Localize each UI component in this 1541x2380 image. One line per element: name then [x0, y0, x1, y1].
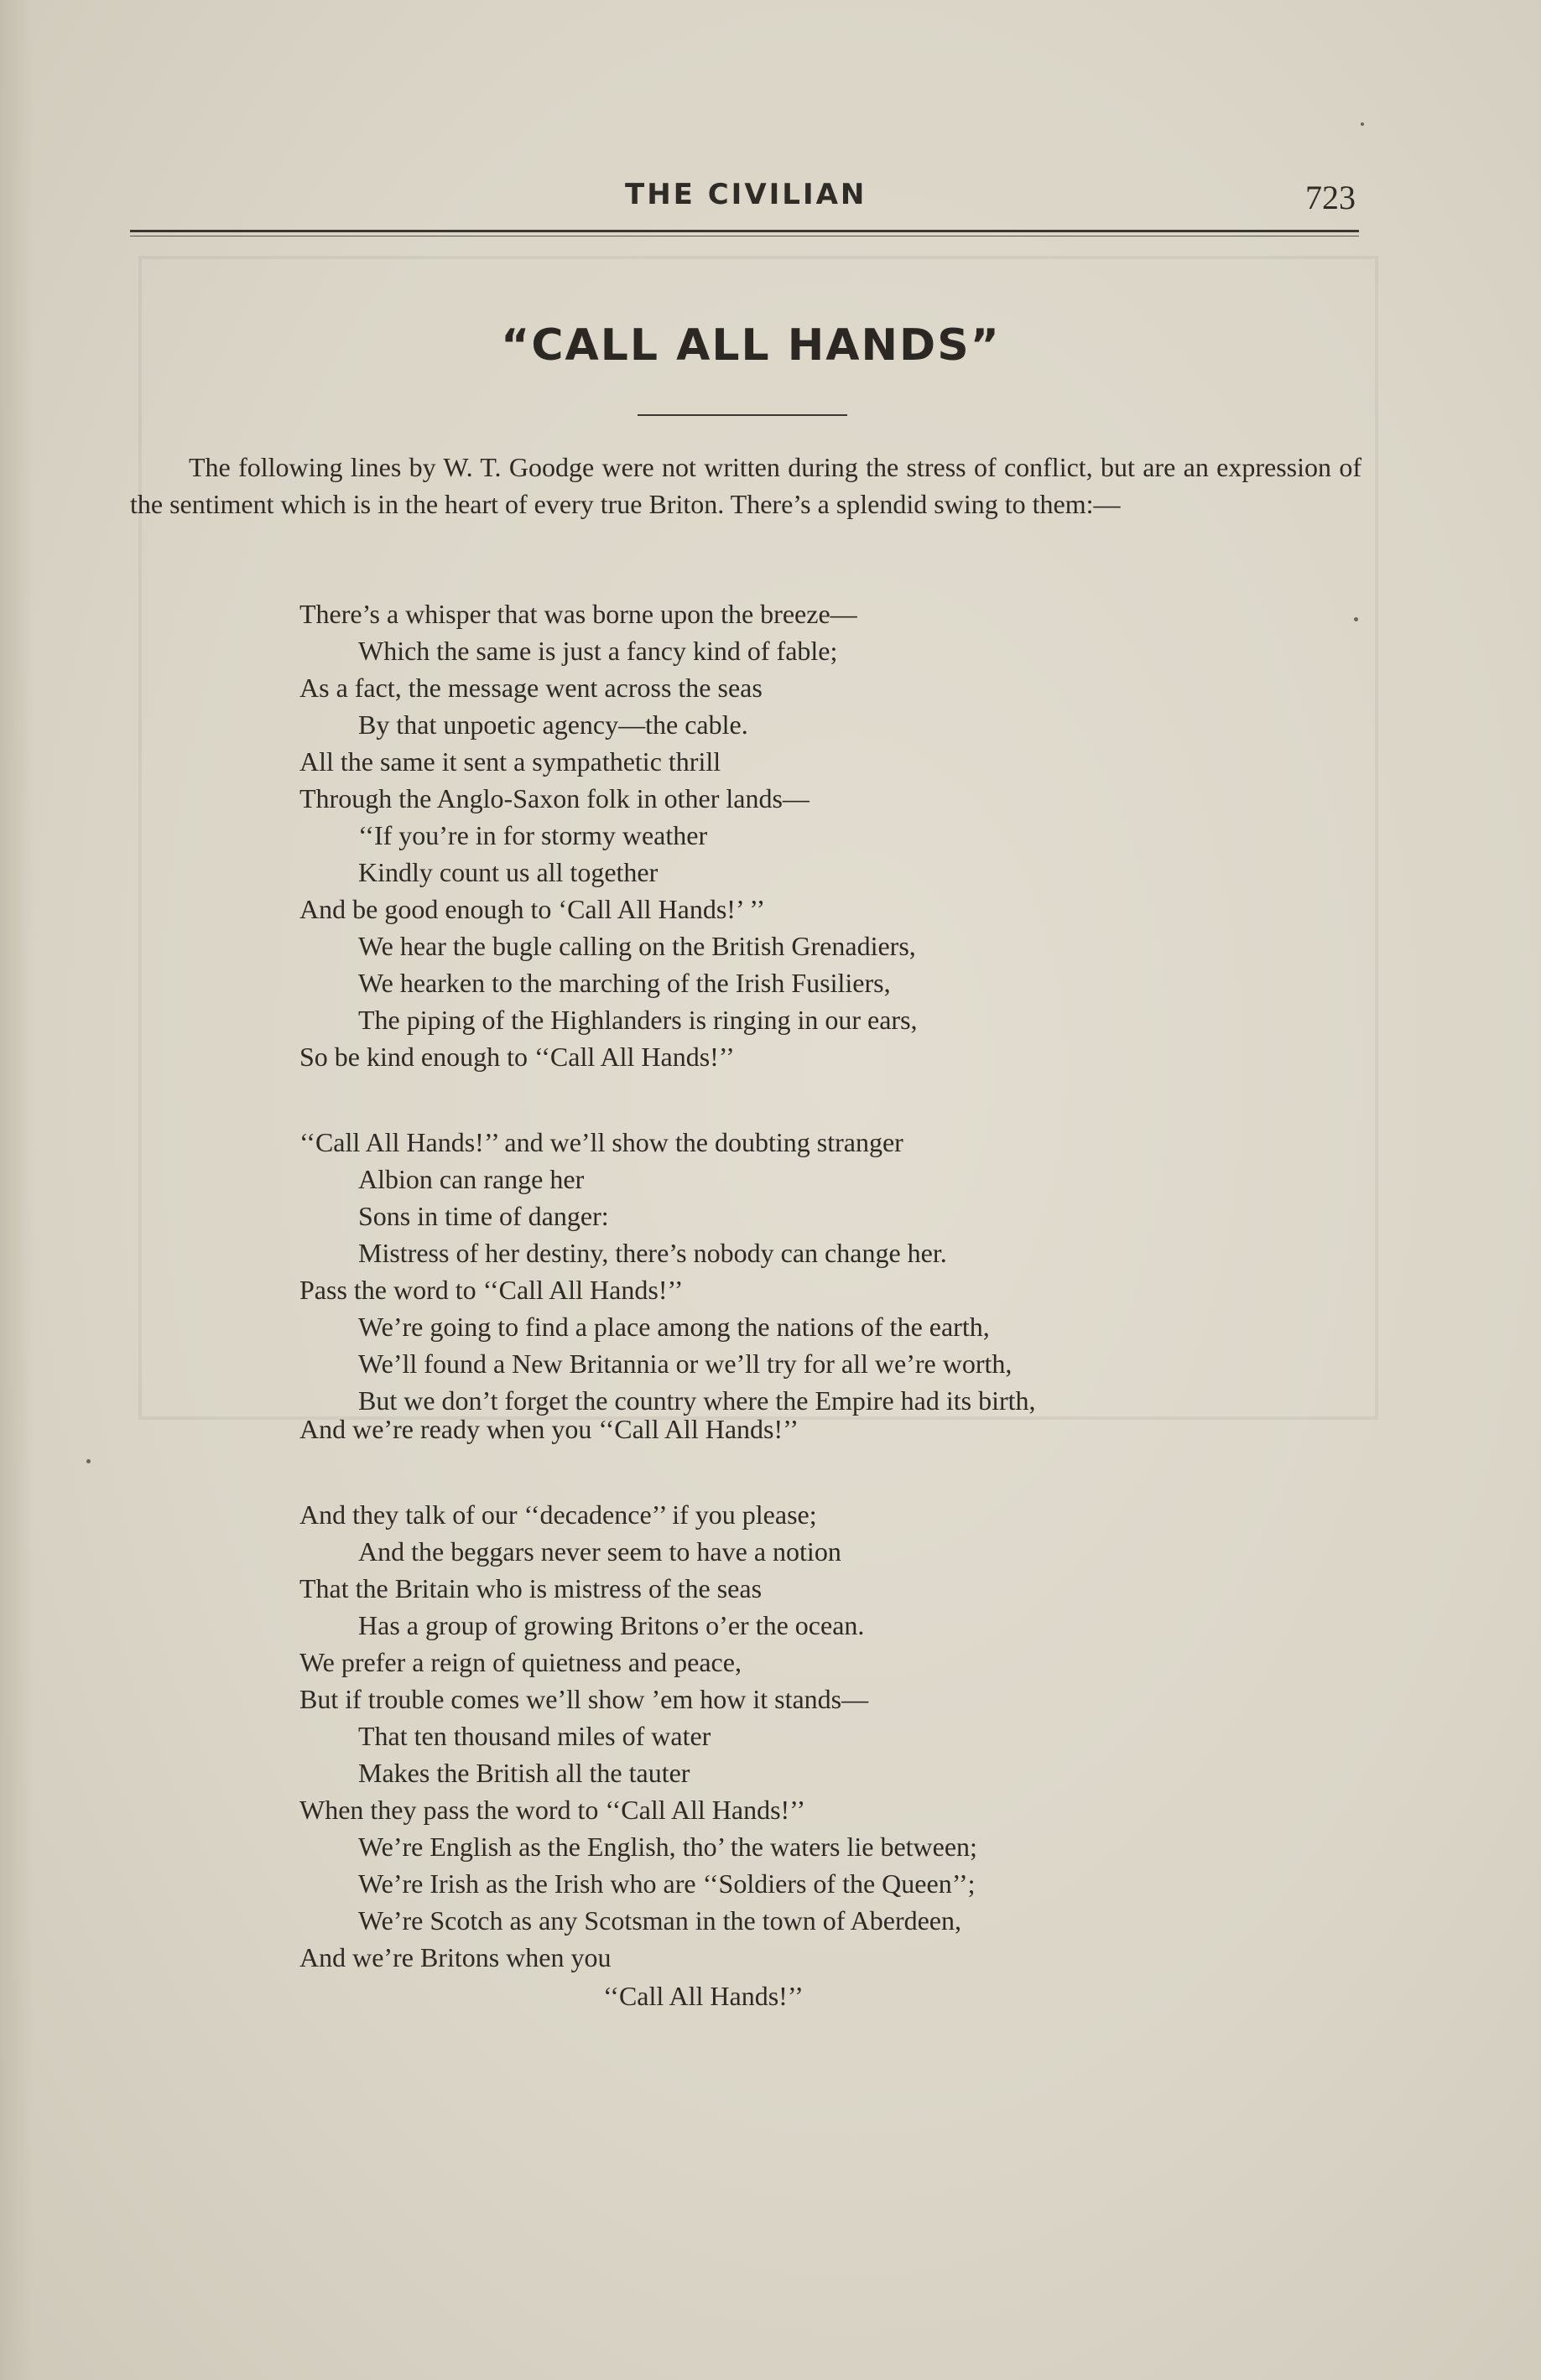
poem-line: That ten thousand miles of water — [358, 1721, 711, 1751]
poem-line: As a fact, the message went across the seas — [299, 673, 763, 703]
poem-line: ‘‘Call All Hands!’’ and we’ll show the doubting stranger — [299, 1127, 903, 1157]
poem-line: ‘‘Call All Hands!’’ — [603, 1981, 804, 2011]
poem-line: Mistress of her destiny, there’s nobody can change her. — [358, 1238, 947, 1268]
poem-line: That the Britain who is mistress of the seas — [299, 1573, 763, 1603]
poem-line: Kindly count us all together — [358, 857, 659, 887]
poem-line: We’re Scotch as any Scotsman in the town of Aberdeen, — [358, 1905, 961, 1936]
print-speck — [1354, 617, 1358, 621]
running-header-title: THE CIVILIAN — [625, 178, 867, 211]
print-speck — [86, 1459, 91, 1463]
poem-line: All the same it sent a sympathetic thrill — [299, 746, 721, 777]
poem-line: We hear the bugle calling on the British Grenadiers, — [358, 931, 916, 961]
poem-line: We’ll found a New Britannia or we’ll try for all we’re worth, — [358, 1348, 1013, 1379]
poem-line: Pass the word to ‘‘Call All Hands!’’ — [299, 1275, 684, 1305]
poem-line: The piping of the Highlanders is ringing in our ears, — [358, 1005, 918, 1035]
poem-line: So be kind enough to ‘‘Call All Hands!’’ — [299, 1042, 735, 1072]
poem-line: And they talk of our ‘‘decadence’’ if you please; — [299, 1499, 817, 1530]
poem-line: We’re English as the English, tho’ the waters lie between; — [358, 1832, 977, 1862]
poem-line: And the beggars never seem to have a notion — [358, 1536, 841, 1567]
page-number: 723 — [1305, 179, 1356, 216]
poem-line: There’s a whisper that was borne upon the breeze— — [299, 599, 857, 629]
header-rule — [130, 230, 1359, 232]
poem-line: Makes the British all the tauter — [358, 1758, 690, 1788]
intro-paragraph: The following lines by W. T. Goodge were not written during the stress of conflict, but are an expression of the sentiment which is in the heart of every true Briton. There’s a splendid swing to them:— — [130, 452, 1361, 519]
poem-line: Which the same is just a fancy kind of fable; — [358, 636, 838, 666]
poem-line: We’re Irish as the Irish who are ‘‘Soldiers of the Queen’’; — [358, 1868, 976, 1899]
poem-line: When they pass the word to ‘‘Call All Hands!’’ — [299, 1795, 806, 1825]
poem-line: Sons in time of danger: — [358, 1201, 609, 1231]
poem-line: We hearken to the marching of the Irish Fusiliers, — [358, 968, 891, 998]
print-speck — [1361, 122, 1364, 126]
poem-line: We prefer a reign of quietness and peace, — [299, 1647, 742, 1677]
poem-line: Albion can range her — [358, 1164, 585, 1194]
poem-line: But we don’t forget the country where the Empire had its birth, — [358, 1385, 1036, 1416]
poem-line: ‘‘If you’re in for stormy weather — [358, 820, 708, 850]
poem-line: And be good enough to ‘Call All Hands!’ ’’ — [299, 894, 766, 924]
poem-line: We’re going to find a place among the nations of the earth, — [358, 1312, 990, 1342]
poem-line: But if trouble comes we’ll show ’em how it stands— — [299, 1684, 869, 1714]
title-rule — [638, 414, 847, 416]
poem-line: And we’re ready when you ‘‘Call All Hands!’’ — [299, 1414, 799, 1444]
poem-line: Through the Anglo-Saxon folk in other lands— — [299, 783, 810, 813]
poem-line: By that unpoetic agency—the cable. — [358, 709, 748, 740]
poem-line: And we’re Britons when you — [299, 1942, 612, 1972]
article-title: “CALL ALL HANDS” — [501, 320, 1001, 371]
poem-line: Has a group of growing Britons o’er the ocean. — [358, 1610, 865, 1640]
